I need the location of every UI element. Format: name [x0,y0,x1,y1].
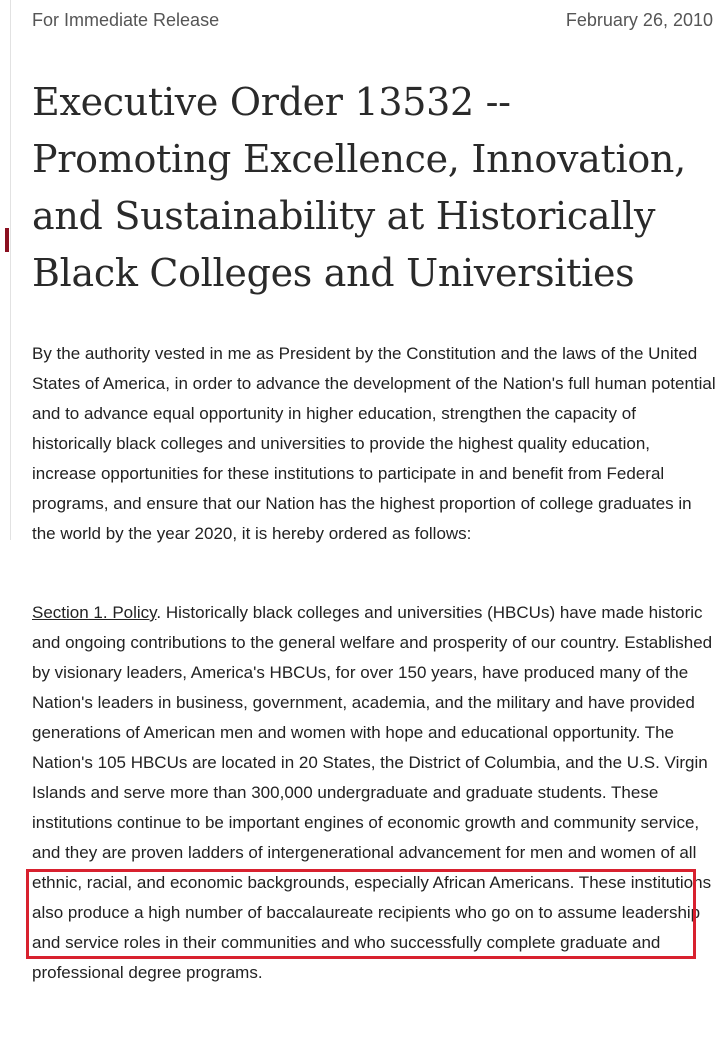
release-label: For Immediate Release [32,10,220,30]
section-marker [5,228,9,252]
section-1-heading: Section 1. Policy [32,603,157,622]
section-1-body: . Historically black colleges and universities (HBCUs) have made historic and ongoing contributions to the general welfare and prosperity of our country. Established by visionary leaders, America's HBCUs, for over 150 years, have produced many of the Nation's leaders in business, government, academia, and the military and have provided generations of American men and women with hope and educational opportunity. The Nation's 105 HBCUs are located in 20 States, the District of Columbia, and the U.S. Virgin Islands and serve more than 300,000 undergraduate and graduate students. These institutions continue to be important engines of economic growth and community service, and they are proven ladders of intergenerational advancement for men and women of all ethnic, racial, and economic backgrounds, especially African Americans. These institutions also produce a high number of baccalaureate recipients who go on to assume leadership and service roles in their communities and who successfully complete graduate and professional degree programs. [32,603,713,982]
release-date: February 26, 2010 [565,10,713,30]
left-divider [10,0,11,540]
release-header [32,10,713,31]
intro-paragraph: By the authority vested in me as President by the Constitution and the laws of the United States of America, in order to advance the development of the Nation's full human potential and to advance equal opportunity in higher education, strengthen the capacity of historically black colleges and universities to provide the highest quality education, increase opportunities for these institutions to participate in and benefit from Federal programs, and ensure that our Nation has the highest proportion of college graduates in the world by the year 2020, it is hereby ordered as follows: [32,344,716,543]
page-title: Executive Order 13532 -- Promoting Excellence, Innovation, and Sustainability at Historically Black Colleges and Universities [32,80,686,295]
highlight-annotation-box [26,869,696,959]
